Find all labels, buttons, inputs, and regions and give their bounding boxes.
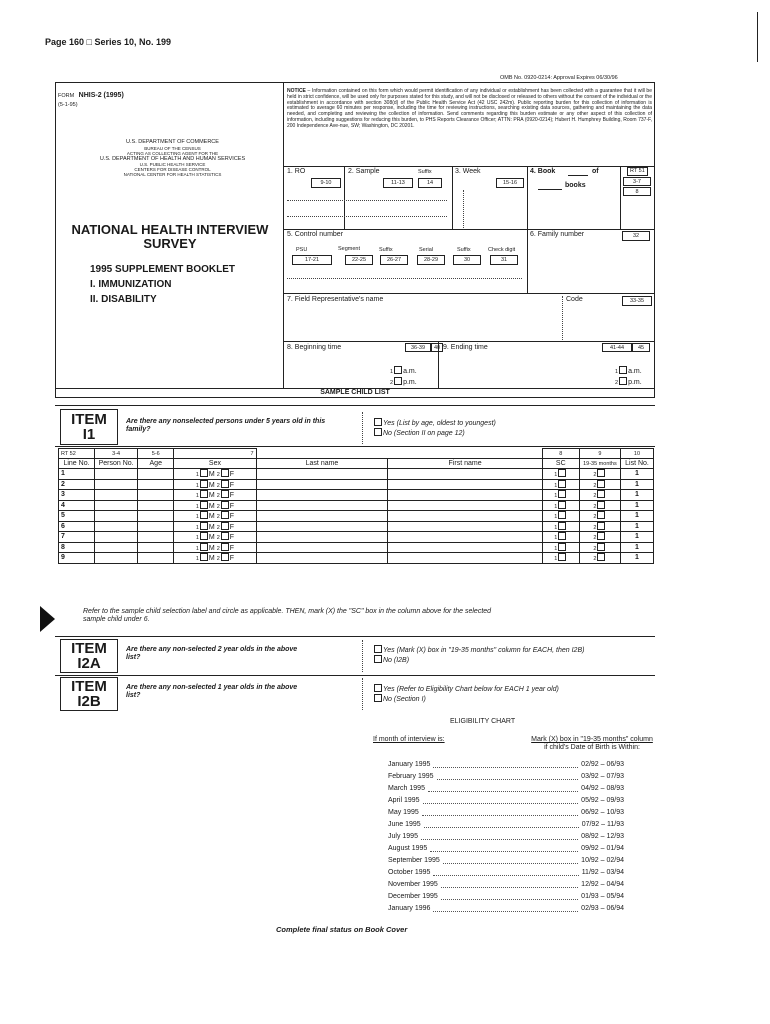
serial-box[interactable]: 28-29 [417, 255, 445, 265]
eligibility-month: May 1995 [388, 809, 419, 816]
eligibility-month: August 1995 [388, 845, 428, 852]
sex-cell[interactable]: 1 M 2 F [174, 553, 256, 564]
list-no-cell: 1 [620, 479, 653, 490]
ending-ampm-box[interactable]: 45 [632, 343, 650, 352]
eligibility-month: February 1995 [388, 773, 434, 780]
table-row [59, 521, 654, 532]
eligibility-month: June 1995 [388, 821, 421, 828]
eligibility-row [388, 867, 624, 879]
ending-time-label: 9. Ending time [443, 344, 488, 351]
last-name-cell[interactable] [256, 479, 388, 490]
col-line [344, 166, 345, 229]
segment-label: Segment [338, 246, 361, 252]
books-underline [538, 189, 562, 190]
eligibility-range: 08/92 – 12/93 [581, 833, 624, 840]
list-no-cell: 1 [620, 490, 653, 501]
person-no-cell[interactable] [95, 490, 138, 501]
dotted-guide [362, 412, 363, 444]
last-name-cell[interactable] [256, 469, 388, 480]
line-no: 8 [59, 542, 95, 553]
eligibility-month: July 1995 [388, 833, 418, 840]
beginning-ampm-box[interactable]: 40 [431, 343, 443, 352]
item-i2a-yes[interactable]: Yes (Mark (X) box in "19-35 months" column for EACH, then I2B) [373, 645, 584, 655]
sex-cell[interactable]: 1 M 2 F [174, 532, 256, 543]
eligibility-row [388, 903, 624, 915]
code-9: 9 [579, 449, 620, 459]
person-no-cell[interactable] [95, 532, 138, 543]
footer-note: Complete final status on Book Cover [276, 925, 408, 934]
sample-child-list-title: SAMPLE CHILD LIST [320, 389, 390, 396]
agency-block: U.S. DEPARTMENT OF COMMERCE BUREAU OF THE CENSUS ACTING AS COLLECTING AGENT FOR THE U.S. DEPARTMENT OF HEALTH AND HUMAN SERVICES U.S. PUBLIC HEALTH SERVICE CENTERS FOR DISEASE CONTROL NATIONAL CENTER FOR HEALTH STATISTICS [99, 139, 246, 177]
last-name-cell[interactable] [256, 500, 388, 511]
psu-box[interactable]: 17-21 [292, 255, 332, 265]
survey-title: NATIONAL HEALTH INTERVIEW SURVEY [71, 222, 269, 251]
last-name-cell[interactable] [256, 542, 388, 553]
dotted-guide [362, 678, 363, 710]
dotted-guide [562, 296, 563, 340]
books-label: books [565, 182, 586, 189]
item-i2a-label: ITEM I2A [71, 640, 107, 672]
header-last-name: Last name [256, 459, 388, 469]
eligibility-month: November 1995 [388, 881, 438, 888]
first-name-cell[interactable] [388, 532, 542, 543]
dotted-guide [287, 216, 447, 217]
eligibility-month: March 1995 [388, 785, 425, 792]
eligibility-row [388, 891, 624, 903]
item-i2a-question: Are there any non-selected 2 year olds in the above list? [126, 646, 298, 661]
header-list-no: List No. [620, 459, 653, 469]
control-number-label: 5. Control number [287, 231, 344, 238]
notice-text: NOTICE – Information contained on this form which would permit identification of any individual or establishment has been collected with a guarantee that it will be held in strict confidence, will be used only for purposes stated for this study, and will not be disclosed or released to others without the consent of the individual or the establishment in accordance with section 308(d) of the Public Health Service Act (42 USC 242m). Public reporting burden for this collection of information is estimated to average 60 minutes per response, including the time for reviewing instructions, searching existing data sources, gathering and maintaining the data needed, and completing and reviewing the collection of information. Send comments regarding this burden estimate or any other aspect of this collection of information, including suggestions for reducing this burden, to PHS Reports Clearance Officer; ATTN: PRA (0920-0214); Hubert H. Humphrey Building, Room 737-F, 200 Independence Ave-nue, SW; Washington, DC 20201. [287, 88, 652, 129]
first-name-cell[interactable] [388, 490, 542, 501]
row-line [283, 229, 655, 230]
selection-instruction: Refer to the sample child selection label and circle as applicable. THEN, mark (X) the "SC" box in the column above for the selected sample child under 6. [83, 608, 492, 623]
code-3-4: 3-4 [95, 449, 138, 459]
age-cell[interactable] [138, 542, 174, 553]
begin-am[interactable]: 1 a.m. [390, 368, 417, 375]
week-label: 3. Week [455, 168, 481, 175]
eligibility-row [388, 783, 624, 795]
code-box[interactable]: 33-35 [622, 296, 652, 306]
sc-checkbox[interactable]: 1 [542, 542, 579, 553]
person-no-cell[interactable] [95, 479, 138, 490]
line-no: 9 [59, 553, 95, 564]
ending-time-box[interactable]: 41-44 [602, 343, 632, 352]
col-line [527, 229, 528, 293]
last-name-cell[interactable] [256, 532, 388, 543]
age-cell[interactable] [138, 490, 174, 501]
sample-label: 2. Sample [348, 168, 380, 175]
item-i2b-yes[interactable]: Yes (Refer to Eligibility Chart below for EACH 1 year old) [373, 684, 559, 694]
list-no-cell: 1 [620, 511, 653, 522]
item-i2b-label: ITEM I2B [71, 678, 107, 710]
sample-suffix-box[interactable]: 14 [418, 178, 442, 188]
sex-cell[interactable]: 1 M 2 F [174, 490, 256, 501]
eligibility-month: September 1995 [388, 857, 440, 864]
field-rep-label: 7. Field Representative's name [287, 296, 384, 303]
eligibility-row [388, 807, 624, 819]
person-no-cell[interactable] [95, 469, 138, 480]
header-sex: Sex [174, 459, 256, 469]
eligibility-range: 05/92 – 09/93 [581, 797, 624, 804]
person-no-cell[interactable] [95, 521, 138, 532]
ro-box[interactable]: 9-10 [311, 178, 341, 188]
months-checkbox[interactable]: 2 [579, 511, 620, 522]
suffix-label: Suffix [379, 247, 393, 253]
dotted-guide [463, 190, 464, 228]
code-10: 10 [620, 449, 653, 459]
item-i2b-question: Are there any non-selected 1 year olds in the above list? [126, 684, 298, 699]
table-row [59, 469, 654, 480]
suffix2-label: Suffix [457, 247, 471, 253]
sc-checkbox[interactable]: 1 [542, 500, 579, 511]
age-cell[interactable] [138, 553, 174, 564]
eligibility-row [388, 855, 624, 867]
first-name-cell[interactable] [388, 479, 542, 490]
months-checkbox[interactable]: 2 [579, 553, 620, 564]
row-line [283, 341, 655, 342]
sc-checkbox[interactable]: 1 [542, 553, 579, 564]
code-rt52: RT 52 [59, 449, 95, 459]
line-no: 5 [59, 511, 95, 522]
col-line [620, 166, 621, 229]
beginning-time-box[interactable]: 36-39 [405, 343, 431, 352]
eligibility-range: 03/92 – 07/93 [581, 773, 624, 780]
last-name-cell[interactable] [256, 553, 388, 564]
rt51-box2[interactable]: 8 [623, 187, 651, 196]
list-no-cell: 1 [620, 521, 653, 532]
book-underline [568, 175, 588, 176]
eligibility-month: December 1995 [388, 893, 438, 900]
table-row [59, 479, 654, 490]
table-row [59, 542, 654, 553]
age-cell[interactable] [138, 521, 174, 532]
first-name-cell[interactable] [388, 500, 542, 511]
binding-line [757, 12, 758, 62]
list-no-cell: 1 [620, 553, 653, 564]
months-checkbox[interactable]: 2 [579, 469, 620, 480]
first-name-cell[interactable] [388, 542, 542, 553]
sc-checkbox[interactable]: 1 [542, 532, 579, 543]
sex-cell[interactable]: 1 M 2 F [174, 511, 256, 522]
psu-label: PSU [296, 247, 308, 253]
item-i1-yes[interactable]: Yes (List by age, oldest to youngest) [373, 418, 496, 428]
row-line [55, 636, 655, 637]
row-line [55, 405, 655, 406]
header-age: Age [138, 459, 174, 469]
sc-checkbox[interactable]: 1 [542, 479, 579, 490]
rt51-box[interactable]: 3-7 [623, 177, 651, 186]
line-no: 3 [59, 490, 95, 501]
code-5-6: 5-6 [138, 449, 174, 459]
age-cell[interactable] [138, 532, 174, 543]
person-no-cell[interactable] [95, 553, 138, 564]
dotted-guide [287, 200, 447, 201]
months-checkbox[interactable]: 2 [579, 490, 620, 501]
item-i1-no[interactable]: No (Section II on page 12) [373, 428, 465, 438]
sex-cell[interactable]: 1 M 2 F [174, 542, 256, 553]
eligibility-row [388, 771, 624, 783]
item-i2b-no[interactable]: No (Section I) [373, 694, 426, 704]
end-pm[interactable]: 2 p.m. [615, 379, 642, 386]
ro-label: 1. RO [287, 168, 306, 175]
eligibility-row [388, 759, 624, 771]
col-line [452, 166, 453, 229]
family-number-box[interactable]: 32 [622, 231, 650, 241]
row-line [55, 675, 655, 676]
omb-number: OMB No. 0920-0214: Approval Expires 06/30/96 [500, 75, 618, 81]
line-no: 2 [59, 479, 95, 490]
age-cell[interactable] [138, 500, 174, 511]
dotted-guide [287, 278, 522, 279]
header-person-no: Person No. [95, 459, 138, 469]
row-line [283, 293, 655, 294]
last-name-cell[interactable] [256, 511, 388, 522]
header-line-no: Line No. [59, 459, 95, 469]
eligibility-month: January 1996 [388, 905, 431, 912]
eligibility-range: 09/92 – 01/94 [581, 845, 624, 852]
table-row [59, 532, 654, 543]
serial-label: Serial [419, 247, 434, 253]
eligibility-row [388, 795, 624, 807]
table-row [59, 553, 654, 564]
months-checkbox[interactable]: 2 [579, 500, 620, 511]
last-name-cell[interactable] [256, 490, 388, 501]
book-of: of [592, 168, 599, 175]
age-cell[interactable] [138, 479, 174, 490]
sc-checkbox[interactable]: 1 [542, 490, 579, 501]
end-am[interactable]: 1 a.m. [615, 368, 642, 375]
eligibility-range: 02/92 – 06/93 [581, 761, 624, 768]
header-19-35-months: 19-35 months [579, 459, 620, 469]
age-cell[interactable] [138, 511, 174, 522]
eligibility-range: 10/92 – 02/94 [581, 857, 624, 864]
list-no-cell: 1 [620, 532, 653, 543]
eligibility-range: 11/92 – 03/94 [581, 869, 624, 876]
form-number: FORM NHIS-2 (1995) (5-1-95) [58, 92, 124, 108]
eligibility-row [388, 831, 624, 843]
first-name-cell[interactable] [388, 469, 542, 480]
arrow-icon [40, 606, 55, 632]
months-checkbox[interactable]: 2 [579, 542, 620, 553]
col-line [527, 166, 528, 229]
row-line [283, 166, 655, 167]
sample-suffix-label: Suffix [418, 169, 432, 175]
suffix-box[interactable]: 26-27 [380, 255, 408, 265]
sex-cell[interactable]: 1 M 2 F [174, 469, 256, 480]
sc-checkbox[interactable]: 1 [542, 469, 579, 480]
sc-checkbox[interactable]: 1 [542, 521, 579, 532]
eligibility-month: January 1995 [388, 761, 431, 768]
eligibility-range: 01/93 – 05/94 [581, 893, 624, 900]
booklet-subtitle: 1995 SUPPLEMENT BOOKLET I. IMMUNIZATION II. DISABILITY [90, 264, 236, 305]
item-i1-question: Are there any nonselected persons under 5 years old in this family? [126, 418, 326, 433]
eligibility-col1-header: If month of interview is: [373, 736, 445, 743]
eligibility-row [388, 879, 624, 891]
row-line [55, 446, 655, 447]
list-no-cell: 1 [620, 542, 653, 553]
check-digit-box[interactable]: 31 [490, 255, 518, 265]
sample-child-table [58, 448, 654, 564]
eligibility-range: 12/92 – 04/94 [581, 881, 624, 888]
list-no-cell: 1 [620, 500, 653, 511]
rt51-label: RT 51 [627, 167, 648, 176]
person-no-cell[interactable] [95, 500, 138, 511]
sc-checkbox[interactable]: 1 [542, 511, 579, 522]
item-i1-label: ITEM I1 [71, 411, 107, 443]
table-row [59, 511, 654, 522]
eligibility-range: 04/92 – 08/93 [581, 785, 624, 792]
eligibility-month: October 1995 [388, 869, 431, 876]
table-row [59, 490, 654, 501]
book-label: 4. Book [530, 168, 556, 175]
code-7: 7 [174, 449, 256, 459]
suffix2-box[interactable]: 30 [453, 255, 481, 265]
code-8: 8 [542, 449, 579, 459]
eligibility-list [388, 759, 624, 915]
sex-cell[interactable]: 1 M 2 F [174, 479, 256, 490]
header-first-name: First name [388, 459, 542, 469]
list-no-cell: 1 [620, 469, 653, 480]
item-i2a-no[interactable]: No (I2B) [373, 655, 409, 665]
eligibility-chart-title: ELIGIBILITY CHART [450, 718, 516, 725]
check-digit-label: Check digit [488, 247, 516, 253]
begin-pm[interactable]: 2 p.m. [390, 379, 417, 386]
line-no: 7 [59, 532, 95, 543]
line-no: 6 [59, 521, 95, 532]
first-name-cell[interactable] [388, 511, 542, 522]
line-no: 4 [59, 500, 95, 511]
code-label: Code [566, 296, 583, 303]
week-box[interactable]: 15-16 [496, 178, 524, 188]
family-number-label: 6. Family number [530, 231, 585, 238]
age-cell[interactable] [138, 469, 174, 480]
person-no-cell[interactable] [95, 511, 138, 522]
eligibility-row [388, 819, 624, 831]
eligibility-col2-header: Mark (X) box in "19-35 months" column if child's Date of Birth is Within: [531, 736, 653, 751]
last-name-cell[interactable] [256, 521, 388, 532]
eligibility-range: 07/92 – 11/93 [581, 821, 624, 828]
eligibility-range: 06/92 – 10/93 [581, 809, 624, 816]
eligibility-row [388, 843, 624, 855]
table-row [59, 500, 654, 511]
sample-box[interactable]: 11-13 [383, 178, 413, 188]
months-checkbox[interactable]: 2 [579, 532, 620, 543]
header-divider [283, 82, 284, 388]
eligibility-month: April 1995 [388, 797, 420, 804]
months-checkbox[interactable]: 2 [579, 479, 620, 490]
page-header: Page 160 □ Series 10, No. 199 [45, 37, 172, 47]
line-no: 1 [59, 469, 95, 480]
beginning-time-label: 8. Beginning time [287, 344, 342, 351]
months-checkbox[interactable]: 2 [579, 521, 620, 532]
segment-box[interactable]: 22-25 [345, 255, 373, 265]
dotted-guide [362, 640, 363, 672]
sex-cell[interactable]: 1 M 2 F [174, 521, 256, 532]
sex-cell[interactable]: 1 M 2 F [174, 500, 256, 511]
first-name-cell[interactable] [388, 553, 542, 564]
eligibility-range: 02/93 – 06/94 [581, 905, 624, 912]
header-sc: SC [542, 459, 579, 469]
person-no-cell[interactable] [95, 542, 138, 553]
first-name-cell[interactable] [388, 521, 542, 532]
